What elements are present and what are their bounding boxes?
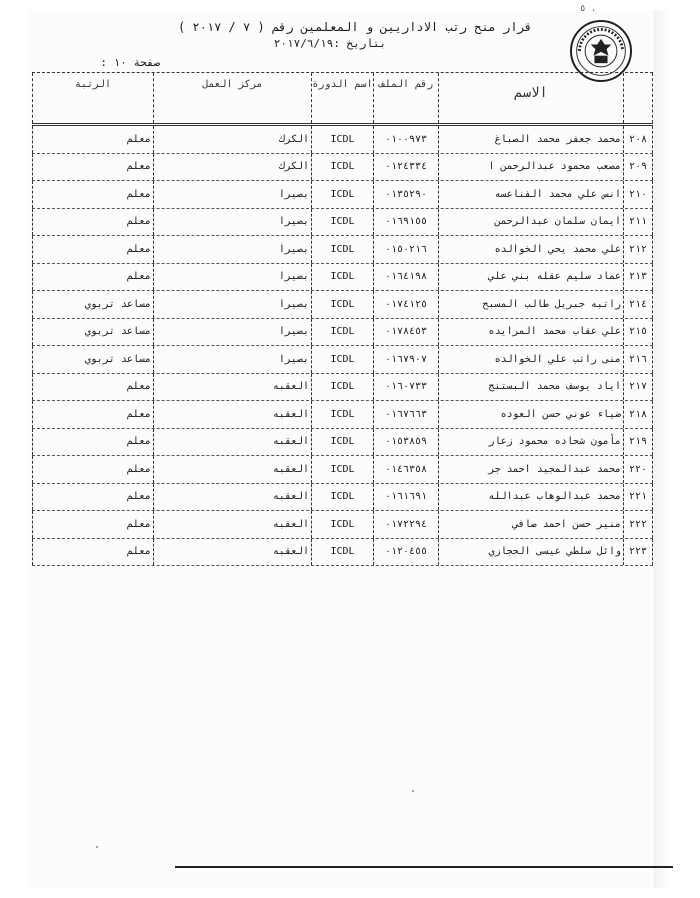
row-course: ICDL xyxy=(311,401,373,428)
row-course: ICDL xyxy=(311,374,373,401)
table-row xyxy=(32,181,653,209)
footer-rule xyxy=(175,866,673,868)
row-work-center: بصيرا xyxy=(153,209,311,236)
row-work-center: الكرك xyxy=(153,154,311,181)
row-rank: معلم xyxy=(32,374,153,401)
row-num: ٢١٩ xyxy=(623,429,653,456)
table-row xyxy=(32,291,653,319)
row-num: ٢١١ xyxy=(623,209,653,236)
row-name: مصعب محمود عبدالرحمن ا xyxy=(438,154,623,181)
row-course: ICDL xyxy=(311,484,373,511)
row-num: ٢١٠ xyxy=(623,181,653,208)
row-file-no: ٠١٠٠٩٧٣ xyxy=(373,126,438,153)
table-row xyxy=(32,319,653,347)
row-num: ٢١٨ xyxy=(623,401,653,428)
row-rank: معلم xyxy=(32,126,153,153)
header-num xyxy=(623,73,653,123)
header-name: الاسم xyxy=(438,73,623,123)
row-course: ICDL xyxy=(311,209,373,236)
row-rank: معلم xyxy=(32,401,153,428)
table-header xyxy=(32,72,653,126)
table-row xyxy=(32,511,653,539)
row-course: ICDL xyxy=(311,456,373,483)
row-file-no: ٠١٦٤١٩٨ xyxy=(373,264,438,291)
table-row xyxy=(32,401,653,429)
row-name: محمد عبدالمجيد احمد جر xyxy=(438,456,623,483)
page-number: صفحة ١٠ : xyxy=(100,56,160,69)
scan-speck xyxy=(96,846,98,848)
row-rank: معلم xyxy=(32,209,153,236)
table-row xyxy=(32,539,653,567)
row-work-center: الكرك xyxy=(153,126,311,153)
row-rank: مساعد تربوي xyxy=(32,346,153,373)
row-work-center: العقبه xyxy=(153,374,311,401)
row-name: مأمون شحاده محمود زعار xyxy=(438,429,623,456)
row-work-center: بصيرا xyxy=(153,346,311,373)
table-row xyxy=(32,209,653,237)
table-row xyxy=(32,154,653,182)
row-num: ٢٢٣ xyxy=(623,539,653,566)
row-rank: معلم xyxy=(32,264,153,291)
row-file-no: ٠١٥٠٢١٦ xyxy=(373,236,438,263)
scan-edge xyxy=(654,10,670,888)
row-work-center: بصيرا xyxy=(153,181,311,208)
row-num: ٢١٧ xyxy=(623,374,653,401)
ranks-table xyxy=(32,72,653,566)
header-work-center: مركز العمل xyxy=(153,73,311,123)
row-course: ICDL xyxy=(311,539,373,566)
table-row xyxy=(32,429,653,457)
row-work-center: العقبه xyxy=(153,456,311,483)
row-name: وائل سلطي عيسى الحجازي xyxy=(438,539,623,566)
row-rank: معلم xyxy=(32,539,153,566)
row-file-no: ٠١٥٣٨٥٩ xyxy=(373,429,438,456)
row-course: ICDL xyxy=(311,154,373,181)
row-num: ٢١٣ xyxy=(623,264,653,291)
row-name: اياد يوسف محمد البستنج xyxy=(438,374,623,401)
table-row xyxy=(32,484,653,512)
row-course: ICDL xyxy=(311,291,373,318)
row-num: ٢٢١ xyxy=(623,484,653,511)
row-file-no: ٠١٢٠٤٥٥ xyxy=(373,539,438,566)
row-num: ٢٢٠ xyxy=(623,456,653,483)
row-name: عماد سليم عقله بني علي xyxy=(438,264,623,291)
row-file-no: ٠١٦٠٧٣٣ xyxy=(373,374,438,401)
row-file-no: ٠١٧٨٤٥٣ xyxy=(373,319,438,346)
row-rank: مساعد تربوي xyxy=(32,319,153,346)
row-file-no: ٠١٧٤١٢٥ xyxy=(373,291,438,318)
table-body xyxy=(32,126,653,566)
row-course: ICDL xyxy=(311,319,373,346)
table-row xyxy=(32,236,653,264)
row-name: منير حسن احمد صافي xyxy=(438,511,623,538)
row-course: ICDL xyxy=(311,429,373,456)
row-course: ICDL xyxy=(311,126,373,153)
table-row xyxy=(32,346,653,374)
row-work-center: بصيرا xyxy=(153,319,311,346)
row-name: علي محمد يحي الخوالده xyxy=(438,236,623,263)
row-name: محمد جعفر محمد الصباغ xyxy=(438,126,623,153)
row-name: انس علي محمد الفناعسه xyxy=(438,181,623,208)
row-work-center: العقبه xyxy=(153,511,311,538)
row-rank: مساعد تربوي xyxy=(32,291,153,318)
row-work-center: بصيرا xyxy=(153,264,311,291)
row-name: منى راتب علي الخوالده xyxy=(438,346,623,373)
row-name: محمد عبدالوهاب عبدالله xyxy=(438,484,623,511)
row-file-no: ٠١٦٩١٥٥ xyxy=(373,209,438,236)
row-rank: معلم xyxy=(32,456,153,483)
header-course: اسم الدورة xyxy=(311,73,373,123)
row-rank: معلم xyxy=(32,511,153,538)
row-work-center: العقبه xyxy=(153,401,311,428)
row-name: ضياء عوني حسن العوده xyxy=(438,401,623,428)
row-file-no: ٠١٣٥٢٩٠ xyxy=(373,181,438,208)
row-file-no: ٠١٦٧٦٦٣ xyxy=(373,401,438,428)
row-num: ٢٢٢ xyxy=(623,511,653,538)
decision-date: بتاريخ :٢٠١٧/٦/١٩ xyxy=(273,37,387,50)
row-rank: معلم xyxy=(32,154,153,181)
row-num: ٢١٦ xyxy=(623,346,653,373)
row-num: ٢١٥ xyxy=(623,319,653,346)
row-name: ايمان سلمان عبدالرحمن xyxy=(438,209,623,236)
header-rank: الرتبة xyxy=(32,73,153,123)
row-file-no: ٠١٦١٦٩١ xyxy=(373,484,438,511)
row-num: ٢١٢ xyxy=(623,236,653,263)
row-course: ICDL xyxy=(311,236,373,263)
row-name: راتبه جبريل طالب المسبح xyxy=(438,291,623,318)
row-rank: معلم xyxy=(32,181,153,208)
row-rank: معلم xyxy=(32,236,153,263)
row-file-no: ٠١٦٧٩٠٧ xyxy=(373,346,438,373)
row-file-no: ٠١٧٢٢٩٤ xyxy=(373,511,438,538)
row-rank: معلم xyxy=(32,484,153,511)
row-course: ICDL xyxy=(311,181,373,208)
row-work-center: العقبه xyxy=(153,539,311,566)
table-row xyxy=(32,374,653,402)
row-file-no: ٠١٢٤٣٣٤ xyxy=(373,154,438,181)
row-work-center: بصيرا xyxy=(153,291,311,318)
header-file-no: رقم الملف xyxy=(373,73,438,123)
row-file-no: ٠١٤٦٣٥٨ xyxy=(373,456,438,483)
row-work-center: العقبه xyxy=(153,429,311,456)
table-row xyxy=(32,456,653,484)
row-num: ٢١٤ xyxy=(623,291,653,318)
table-row xyxy=(32,264,653,292)
row-course: ICDL xyxy=(311,511,373,538)
row-course: ICDL xyxy=(311,264,373,291)
row-work-center: العقبه xyxy=(153,484,311,511)
table-row xyxy=(32,126,653,154)
scan-speck xyxy=(412,790,414,792)
top-mark: ٥ . xyxy=(580,4,597,14)
row-num: ٢٠٨ xyxy=(623,126,653,153)
row-rank: معلم xyxy=(32,429,153,456)
decision-title: قرار منح رتب الاداريين و المعلمين رقم ( ٧ / ٢٠١٧ ) xyxy=(177,20,533,34)
row-work-center: بصيرا xyxy=(153,236,311,263)
row-name: علي عقاب محمد المرايده xyxy=(438,319,623,346)
row-num: ٢٠٩ xyxy=(623,154,653,181)
row-course: ICDL xyxy=(311,346,373,373)
